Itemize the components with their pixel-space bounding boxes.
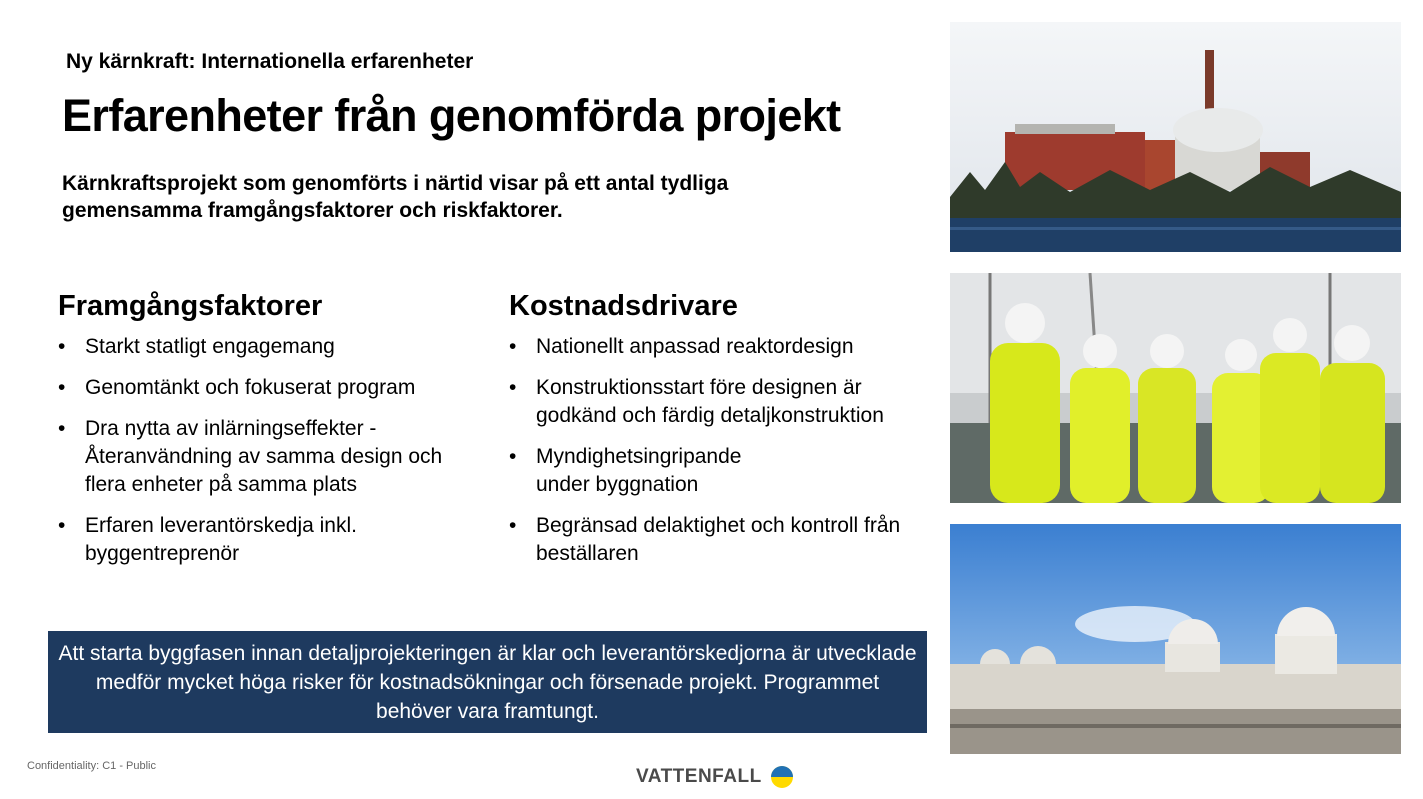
lead-text: Kärnkraftsprojekt som genomförts i närtid visar på ett antal tydliga gemensamma framgångsfaktorer och riskfaktorer. [62, 172, 729, 222]
success-factors-column [58, 290, 498, 581]
kicker: Ny kärnkraft: Internationella erfarenheter [66, 50, 474, 73]
list-item: • Nationellt anpassad reaktordesign [509, 335, 854, 358]
list-item: • Myndighetsingripande under byggnation [509, 445, 742, 496]
brand-name: VATTENFALL [636, 766, 762, 787]
reactor-domes-photo [950, 524, 1401, 754]
list-item: • Starkt statligt engagemang [58, 335, 335, 358]
cost-drivers-heading: Kostnadsdrivare [509, 290, 738, 322]
cost-drivers-column [509, 290, 939, 581]
conclusion-banner [48, 631, 927, 733]
construction-team-photo [950, 273, 1401, 503]
success-factors-heading: Framgångsfaktorer [58, 290, 323, 322]
list-item: • Dra nytta av inlärningseffekter - Återanvändning av samma design och flera enheter på samma plats [58, 417, 443, 496]
success-factors-list [58, 333, 498, 568]
nuclear-plant-photo [950, 22, 1401, 252]
banner-text: Att starta byggfasen innan detaljprojekteringen är klar och leverantörskedjorna är utvecklade medför mycket höga risker för kostnadsökningar och försenade projekt. Programmet behöver vara framtungt. [58, 641, 917, 723]
list-item: • Erfaren leverantörskedja inkl. byggentreprenör [58, 514, 357, 565]
cost-drivers-list [509, 333, 939, 568]
vattenfall-logo-icon [770, 765, 794, 789]
brand-logo [636, 765, 794, 789]
page-title: Erfarenheter från genomförda projekt [62, 90, 841, 141]
list-item: • Konstruktionsstart före designen är godkänd och färdig detaljkonstruktion [509, 376, 884, 427]
list-item: • Genomtänkt och fokuserat program [58, 376, 416, 399]
confidentiality-label: Confidentiality: C1 - Public [27, 760, 157, 772]
list-item: • Begränsad delaktighet och kontroll från beställaren [509, 514, 901, 565]
